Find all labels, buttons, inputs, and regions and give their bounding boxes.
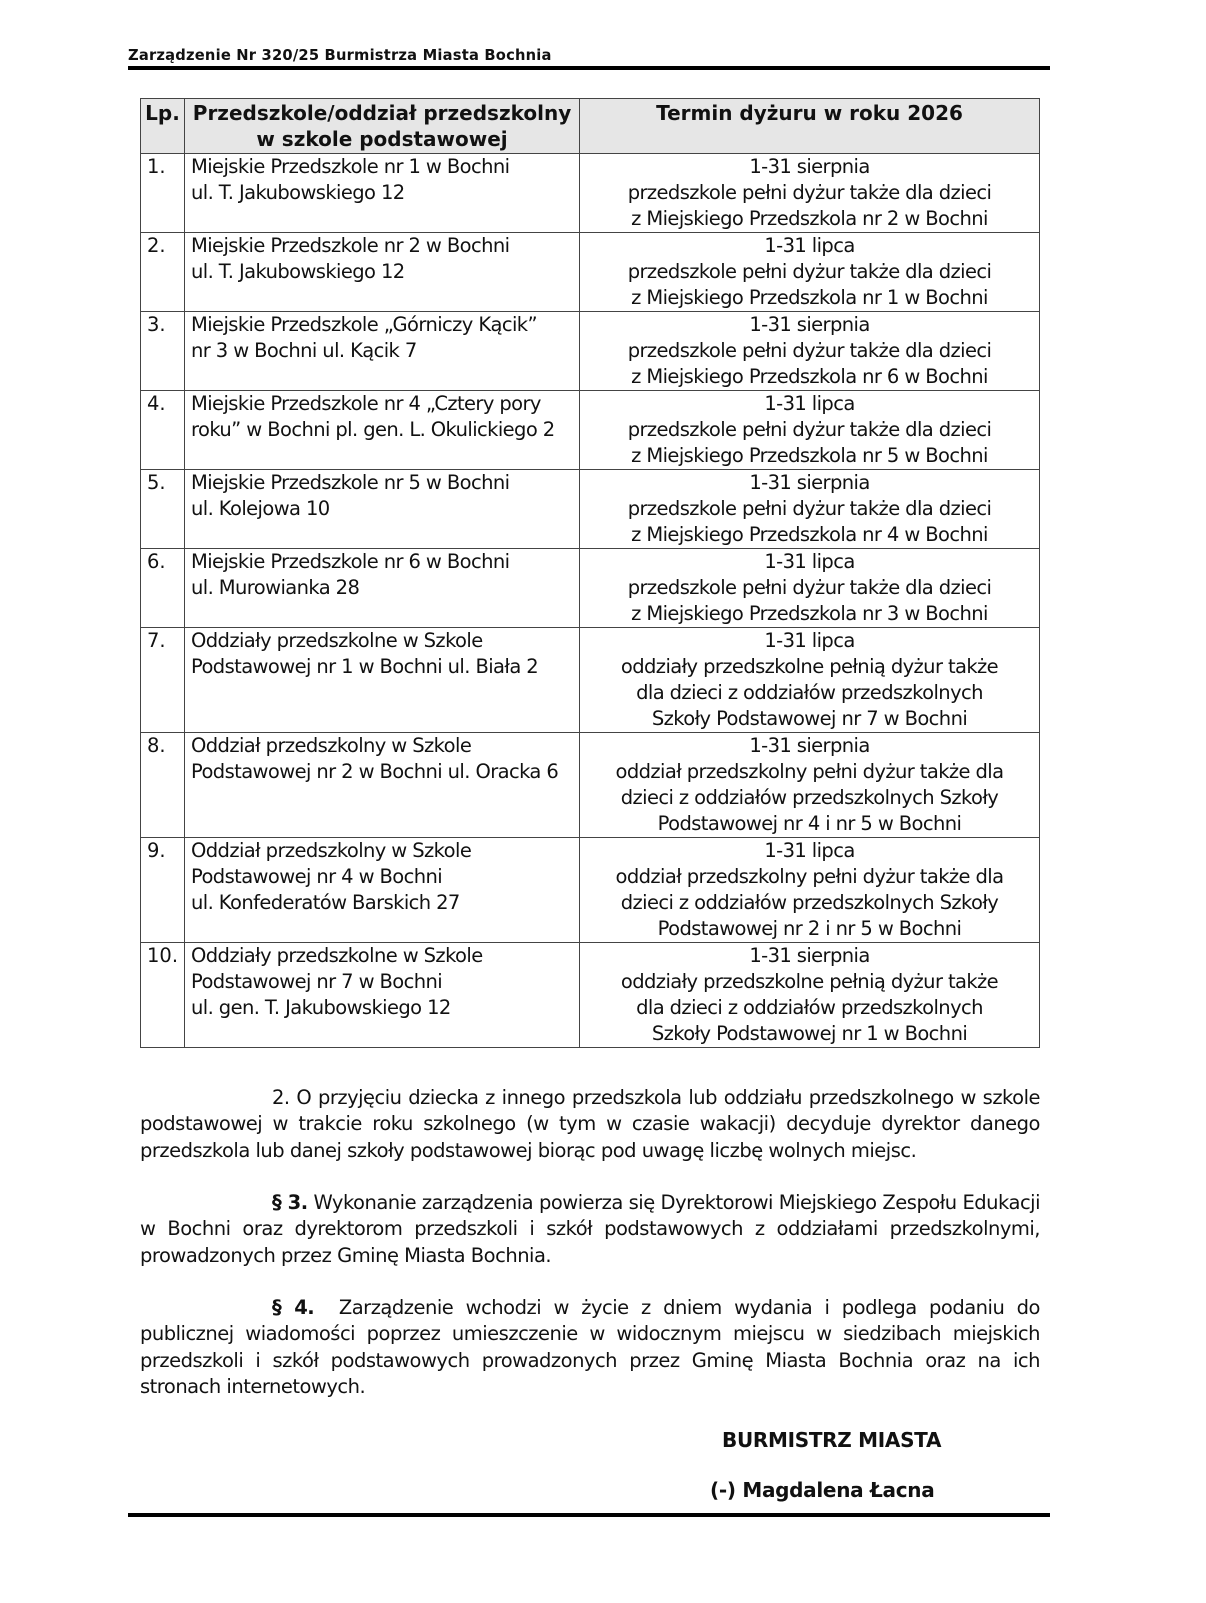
institution-line: Miejskie Przedszkole nr 5 w Bochni (191, 471, 510, 494)
institution-line: Podstawowej nr 4 w Bochni (191, 865, 443, 888)
page-header (128, 46, 1050, 64)
institution-cell (185, 628, 580, 733)
table-row (141, 628, 1040, 733)
duty-note-line: z Miejskiego Przedszkola nr 5 w Bochni (631, 444, 988, 467)
duty-note-line: przedszkole pełni dyżur także dla dzieci (627, 339, 992, 362)
duty-schedule-table (140, 98, 1040, 1048)
duty-term-cell (580, 233, 1040, 312)
institution-cell (185, 549, 580, 628)
row-number: 2. (141, 233, 185, 312)
table-row (141, 549, 1040, 628)
duty-note-line: Szkoły Podstawowej nr 7 w Bochni (651, 707, 968, 730)
institution-cell (185, 838, 580, 943)
institution-line: Miejskie Przedszkole nr 1 w Bochni (191, 155, 510, 178)
institution-line: Miejskie Przedszkole „Górniczy Kącik” (191, 313, 537, 336)
institution-line: ul. T. Jakubowskiego 12 (191, 181, 405, 204)
table-row (141, 312, 1040, 391)
column-header-name (185, 99, 580, 154)
duty-note-line: dzieci z oddziałów przedszkolnych Szkoły (620, 786, 999, 809)
row-number: 3. (141, 312, 185, 391)
footer-rule (128, 1513, 1050, 1517)
institution-line: nr 3 w Bochni ul. Kącik 7 (191, 339, 417, 362)
table-header-row (141, 99, 1040, 154)
duty-period: 1-31 sierpnia (749, 944, 870, 967)
duty-period: 1-31 sierpnia (749, 155, 870, 178)
row-number: 1. (141, 154, 185, 233)
duty-note-line: przedszkole pełni dyżur także dla dzieci (627, 576, 992, 599)
institution-cell (185, 154, 580, 233)
duty-term-cell (580, 549, 1040, 628)
signature-name: (-) Magdalena Łacna (710, 1478, 935, 1502)
row-number: 8. (141, 733, 185, 838)
duty-note-line: oddziały przedszkolne pełnią dyżur także (620, 655, 999, 678)
row-number: 9. (141, 838, 185, 943)
duty-period: 1-31 sierpnia (749, 313, 870, 336)
duty-period: 1-31 sierpnia (749, 471, 870, 494)
institution-line: Miejskie Przedszkole nr 4 „Cztery pory (191, 392, 541, 415)
institution-cell (185, 391, 580, 470)
institution-cell (185, 312, 580, 391)
duty-note-line: przedszkole pełni dyżur także dla dzieci (627, 497, 992, 520)
duty-period: 1-31 lipca (764, 839, 855, 862)
duty-period: 1-31 lipca (764, 392, 855, 415)
institution-line: Podstawowej nr 7 w Bochni (191, 970, 443, 993)
duty-note-line: dla dzieci z oddziałów przedszkolnych (636, 681, 983, 704)
institution-line: ul. gen. T. Jakubowskiego 12 (191, 996, 451, 1019)
duty-note-line: przedszkole pełni dyżur także dla dzieci (627, 418, 992, 441)
duty-term-cell (580, 470, 1040, 549)
duty-term-cell (580, 943, 1040, 1048)
row-number: 4. (141, 391, 185, 470)
duty-term-cell (580, 628, 1040, 733)
paragraph-2 (140, 1085, 1040, 1164)
document-title: Zarządzenie Nr 320/25 Burmistrza Miasta Bochnia (128, 46, 552, 64)
column-header-name-line2: w szkole podstawowej (256, 127, 508, 151)
duty-note-line: z Miejskiego Przedszkola nr 4 w Bochni (631, 523, 988, 546)
institution-line: ul. T. Jakubowskiego 12 (191, 260, 405, 283)
header-rule (128, 66, 1050, 70)
duty-note-line: Szkoły Podstawowej nr 1 w Bochni (651, 1022, 968, 1045)
column-header-name-line1: Przedszkole/oddział przedszkolny (192, 101, 572, 125)
signature-role: BURMISTRZ MIASTA (722, 1428, 942, 1452)
duty-note-line: Podstawowej nr 2 i nr 5 w Bochni (657, 917, 962, 940)
duty-term-cell (580, 154, 1040, 233)
paragraph-2-text: 2. O przyjęciu dziecka z innego przedszkola lub oddziału przedszkolnego w szkole podstawowej w trakcie roku szkolnego (w tym w czasie wakacji) decyduje dyrektor danego przedszkola lub danej szkoły podstawowej biorąc pod uwagę liczbę wolnych miejsc. (140, 1086, 1040, 1162)
institution-line: roku” w Bochni pl. gen. L. Okulickiego 2 (191, 418, 555, 441)
duty-note-line: dla dzieci z oddziałów przedszkolnych (636, 996, 983, 1019)
institution-cell (185, 233, 580, 312)
table-row (141, 733, 1040, 838)
table-body (141, 154, 1040, 1048)
institution-cell (185, 470, 580, 549)
institution-line: Oddziały przedszkolne w Szkole (191, 944, 483, 967)
duty-period: 1-31 lipca (764, 234, 855, 257)
section-4-text: Zarządzenie wchodzi w życie z dniem wydania i podlega podaniu do publicznej wiadomości poprzez umieszczenie w widocznym miejscu w siedzibach miejskich przedszkoli i szkół podstawowych prowadzonych przez Gminę Miasta Bochnia oraz na ich stronach internetowych. (140, 1296, 1040, 1398)
table-row (141, 154, 1040, 233)
institution-line: Miejskie Przedszkole nr 2 w Bochni (191, 234, 510, 257)
table-row (141, 391, 1040, 470)
institution-line: ul. Konfederatów Barskich 27 (191, 891, 460, 914)
duty-note-line: przedszkole pełni dyżur także dla dzieci (627, 260, 992, 283)
duty-note-line: oddziały przedszkolne pełnią dyżur także (620, 970, 999, 993)
institution-line: Oddział przedszkolny w Szkole (191, 734, 472, 757)
institution-cell (185, 733, 580, 838)
table-row (141, 943, 1040, 1048)
duty-note-line: dzieci z oddziałów przedszkolnych Szkoły (620, 891, 999, 914)
duty-period: 1-31 lipca (764, 550, 855, 573)
duty-term-cell (580, 391, 1040, 470)
institution-line: Podstawowej nr 1 w Bochni ul. Biała 2 (191, 655, 539, 678)
duty-note-line: oddział przedszkolny pełni dyżur także dla (615, 865, 1004, 888)
duty-term-cell (580, 838, 1040, 943)
duty-note-line: z Miejskiego Przedszkola nr 2 w Bochni (631, 207, 988, 230)
row-number: 5. (141, 470, 185, 549)
institution-line: Oddział przedszkolny w Szkole (191, 839, 472, 862)
duty-period: 1-31 sierpnia (749, 734, 870, 757)
institution-line: Podstawowej nr 2 w Bochni ul. Oracka 6 (191, 760, 559, 783)
section-4-label: § 4. (272, 1296, 315, 1319)
row-number: 10. (141, 943, 185, 1048)
duty-note-line: z Miejskiego Przedszkola nr 3 w Bochni (631, 602, 988, 625)
row-number: 6. (141, 549, 185, 628)
institution-line: ul. Murowianka 28 (191, 576, 360, 599)
row-number: 7. (141, 628, 185, 733)
column-header-lp: Lp. (141, 99, 185, 154)
paragraph-section-4 (140, 1295, 1040, 1400)
section-3-label: § 3. (272, 1191, 308, 1214)
duty-note-line: przedszkole pełni dyżur także dla dzieci (627, 181, 992, 204)
duty-note-line: z Miejskiego Przedszkola nr 6 w Bochni (631, 365, 988, 388)
institution-line: Oddziały przedszkolne w Szkole (191, 629, 483, 652)
duty-period: 1-31 lipca (764, 629, 855, 652)
duty-note-line: oddział przedszkolny pełni dyżur także dla (615, 760, 1004, 783)
duty-term-cell (580, 733, 1040, 838)
institution-line: Miejskie Przedszkole nr 6 w Bochni (191, 550, 510, 573)
duty-note-line: z Miejskiego Przedszkola nr 1 w Bochni (631, 286, 988, 309)
table-row (141, 470, 1040, 549)
table-row (141, 233, 1040, 312)
duty-term-cell (580, 312, 1040, 391)
paragraph-section-3 (140, 1190, 1040, 1269)
duty-note-line: Podstawowej nr 4 i nr 5 w Bochni (657, 812, 962, 835)
institution-line: ul. Kolejowa 10 (191, 497, 330, 520)
column-header-term: Termin dyżuru w roku 2026 (580, 99, 1040, 154)
section-3-text: Wykonanie zarządzenia powierza się Dyrektorowi Miejskiego Zespołu Edukacji w Bochni oraz dyrektorom przedszkoli i szkół podstawowych z oddziałami przedszkolnymi, prowadzonych przez Gminę Miasta Bochnia. (140, 1191, 1040, 1267)
table-row (141, 838, 1040, 943)
institution-cell (185, 943, 580, 1048)
